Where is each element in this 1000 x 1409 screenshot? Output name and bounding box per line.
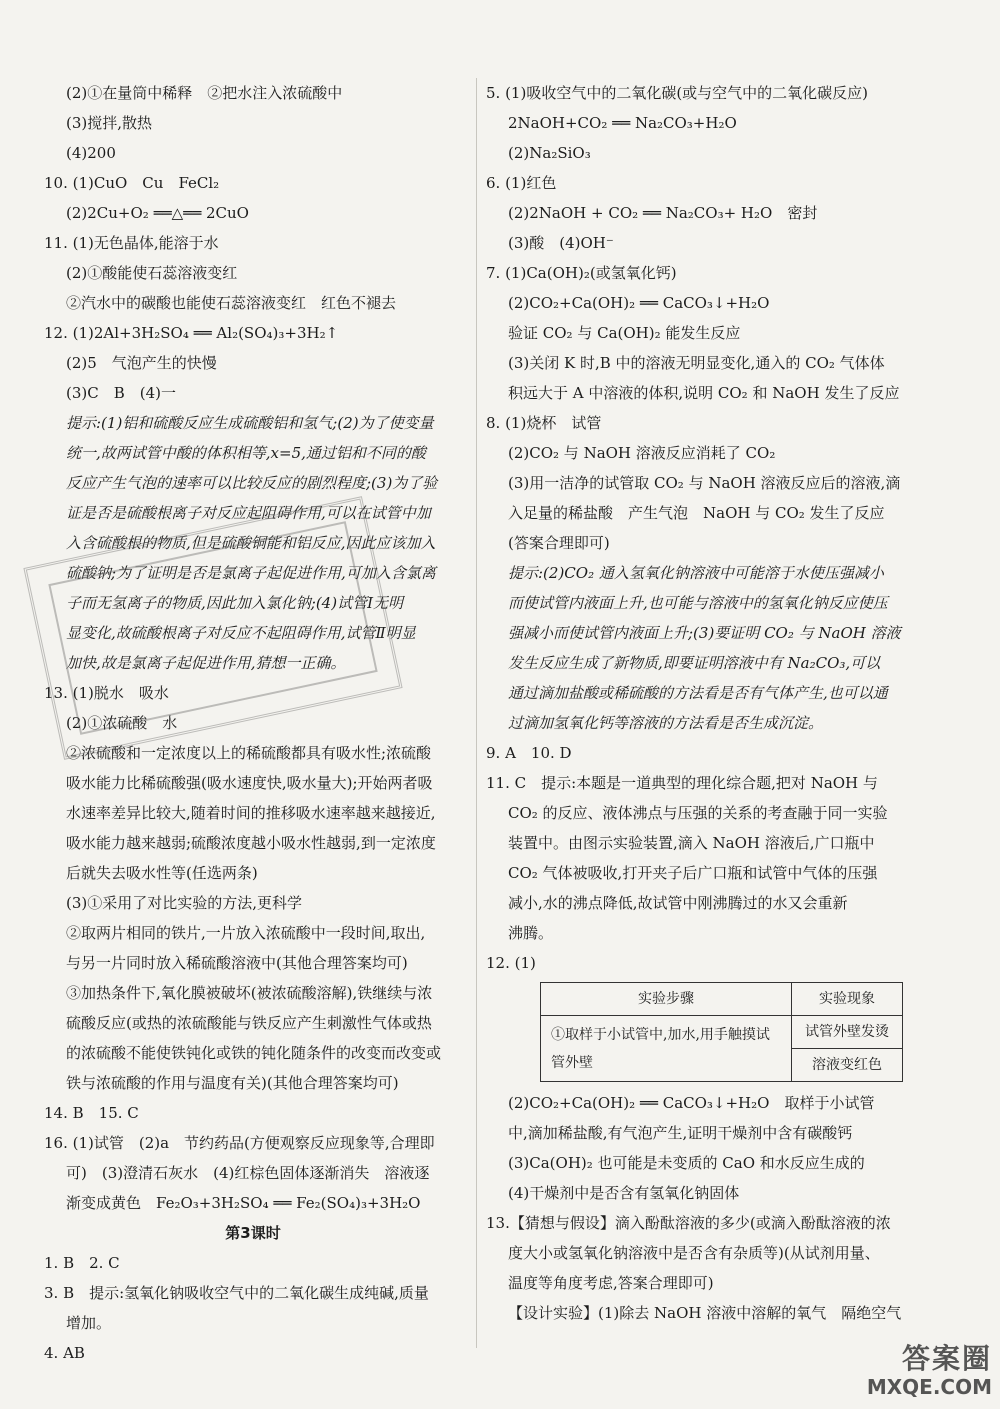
answer-line: 子而无氢离子的物质,因此加入氯化钠;(4)试管Ⅰ无明 xyxy=(66,594,403,612)
answer-line: 吸水能力越来越弱;硫酸浓度越小吸水性越弱,到一定浓度 xyxy=(66,834,436,852)
answer-line: 11. (1)无色晶体,能溶于水 xyxy=(44,234,219,252)
answer-line: 强减小而使试管内液面上升;(3)要证明 CO₂ 与 NaOH 溶液 xyxy=(508,624,901,642)
answer-line: 14. B 15. C xyxy=(44,1104,139,1122)
answer-line: 的浓硫酸不能使铁钝化或铁的钝化随条件的改变而改变或 xyxy=(66,1044,442,1062)
answer-line: 吸水能力比稀硫酸强(吸水速度快,吸水量大);开始两者吸 xyxy=(66,774,433,792)
answer-line: (3)用一洁净的试管取 CO₂ 与 NaOH 溶液反应后的溶液,滴 xyxy=(508,474,901,492)
watermark-url: MXQE.COM xyxy=(866,1375,992,1399)
answer-line: (3)关闭 K 时,B 中的溶液无明显变化,通入的 CO₂ 气体体 xyxy=(508,354,885,372)
answer-line: ②汽水中的碳酸也能使石蕊溶液变红 红色不褪去 xyxy=(66,294,397,312)
answer-line: 提示:(2)CO₂ 通入氢氧化钠溶液中可能溶于水使压强减小 xyxy=(508,564,884,582)
right-top-lines xyxy=(486,78,964,978)
table-row xyxy=(541,1016,903,1049)
answer-line: ③加热条件下,氧化膜被破坏(被浓硫酸溶解),铁继续与浓 xyxy=(66,984,433,1002)
answer-line: 温度等角度考虑,答案合理即可) xyxy=(508,1274,714,1292)
answer-line: 减小,水的沸点降低,故试管中刚沸腾过的水又会重新 xyxy=(508,894,848,912)
answer-line: (2)①浓硫酸 水 xyxy=(66,714,178,732)
site-watermark xyxy=(822,1340,992,1402)
answer-line: 入足量的稀盐酸 产生气泡 NaOH 与 CO₂ 发生了反应 xyxy=(508,504,885,522)
table-cell-observation: 试管外壁发烫 xyxy=(792,1016,903,1049)
answer-line: CO₂ 气体被吸收,打开夹子后广口瓶和试管中气体的压强 xyxy=(508,864,878,882)
answer-line: 中,滴加稀盐酸,有气泡产生,证明干燥剂中含有碳酸钙 xyxy=(508,1124,853,1142)
answer-line: 加快,故是氯离子起促进作用,猜想一正确。 xyxy=(66,654,346,672)
answer-line: 6. (1)红色 xyxy=(486,174,557,192)
answer-line: (2)Na₂SiO₃ xyxy=(508,144,591,162)
answer-line: (2)①在量筒中稀释 ②把水注入浓硫酸中 xyxy=(66,84,343,102)
answer-line: 通过滴加盐酸或稀硫酸的方法看是否有气体产生,也可以通 xyxy=(508,684,888,702)
answer-line: (2)5 气泡产生的快慢 xyxy=(66,354,217,372)
watermark-logo-text: 答案圈 xyxy=(901,1342,992,1375)
answer-line: 1. B 2. C xyxy=(44,1254,120,1272)
answer-line: (3)C B (4)一 xyxy=(66,384,176,402)
answer-line: 第3课时 xyxy=(225,1224,281,1242)
answer-line: 提示:(1)铝和硫酸反应生成硫酸铝和氢气;(2)为了使变量 xyxy=(66,414,434,432)
answer-line: (3)①采用了对比实验的方法,更科学 xyxy=(66,894,303,912)
column-divider xyxy=(476,78,477,1348)
table-header-step: 实验步骤 xyxy=(541,983,792,1016)
table-cell-observation: 溶液变红色 xyxy=(792,1049,903,1082)
answer-line: (2)2Cu+O₂ ══△══ 2CuO xyxy=(66,204,249,222)
answer-line: 与另一片同时放入稀硫酸溶液中(其他合理答案均可) xyxy=(66,954,408,972)
experiment-table xyxy=(540,982,903,1082)
answer-line: 9. A 10. D xyxy=(486,744,572,762)
answer-line: 硫酸钠;为了证明是否是氯离子起促进作用,可加入含氯离 xyxy=(66,564,436,582)
answer-line: (4)干燥剂中是否含有氢氧化钠固体 xyxy=(508,1184,740,1202)
answer-line: (2)CO₂ 与 NaOH 溶液反应消耗了 CO₂ xyxy=(508,444,776,462)
answer-line: (2)CO₂+Ca(OH)₂ ══ CaCO₃↓+H₂O 取样于小试管 xyxy=(508,1094,875,1112)
answer-line: ②浓硫酸和一定浓度以上的稀硫酸都具有吸水性;浓硫酸 xyxy=(66,744,432,762)
answer-line: 【设计实验】(1)除去 NaOH 溶液中溶解的氧气 隔绝空气 xyxy=(508,1304,902,1322)
answer-line: 积远大于 A 中溶液的体积,说明 CO₂ 和 NaOH 发生了反应 xyxy=(508,384,900,402)
answer-line: 水速率差异比较大,随着时间的推移吸水速率越来越接近, xyxy=(66,804,436,822)
answer-line: 4. AB xyxy=(44,1344,85,1362)
answer-line: ②取两片相同的铁片,一片放入浓硫酸中一段时间,取出, xyxy=(66,924,426,942)
answer-line: (2)CO₂+Ca(OH)₂ ══ CaCO₃↓+H₂O xyxy=(508,294,770,312)
answer-line: 5. (1)吸收空气中的二氧化碳(或与空气中的二氧化碳反应) xyxy=(486,84,869,102)
right-column xyxy=(486,78,964,1328)
answer-line: 过滴加氢氧化钙等溶液的方法看是否生成沉淀。 xyxy=(508,714,824,732)
answer-line: (3)Ca(OH)₂ 也可能是未变质的 CaO 和水反应生成的 xyxy=(508,1154,865,1172)
table-cell-step: ①取样于小试管中,加水,用手触摸试管外壁 xyxy=(541,1016,792,1082)
answer-line: 7. (1)Ca(OH)₂(或氢氧化钙) xyxy=(486,264,677,282)
answer-line: (3)酸 (4)OH⁻ xyxy=(508,234,614,252)
answer-line: 16. (1)试管 (2)a 节约药品(方便观察反应现象等,合理即 xyxy=(44,1134,435,1152)
answer-line: 而使试管内液面上升,也可能与溶液中的氢氧化钠反应使压 xyxy=(508,594,888,612)
answer-line: 入含硫酸根的物质,但是硫酸铜能和铝反应,因此应该加入 xyxy=(66,534,436,552)
answer-line: 渐变成黄色 Fe₂O₃+3H₂SO₄ ══ Fe₂(SO₄)₃+3H₂O xyxy=(66,1194,421,1212)
answer-line: 铁与浓硫酸的作用与温度有关)(其他合理答案均可) xyxy=(66,1074,399,1092)
table-header-row xyxy=(541,983,903,1016)
answer-line: 度大小或氢氧化钠溶液中是否含有杂质等)(从试剂用量、 xyxy=(508,1244,880,1262)
answer-line: 沸腾。 xyxy=(508,924,554,942)
answer-line: 显变化,故硫酸根离子对反应不起阻碍作用,试管Ⅱ明显 xyxy=(66,624,416,642)
answer-line: (答案合理即可) xyxy=(508,534,610,552)
answer-line: 12. (1)2Al+3H₂SO₄ ══ Al₂(SO₄)₃+3H₂↑ xyxy=(44,324,339,342)
answer-line: (3)搅拌,散热 xyxy=(66,114,153,132)
answer-line: 11. C 提示:本题是一道典型的理化综合题,把对 NaOH 与 xyxy=(486,774,878,792)
answer-line: 2NaOH+CO₂ ══ Na₂CO₃+H₂O xyxy=(508,114,737,132)
answer-line: 反应产生气泡的速率可以比较反应的剧烈程度;(3)为了验 xyxy=(66,474,438,492)
answer-line: 装置中。由图示实验装置,滴入 NaOH 溶液后,广口瓶中 xyxy=(508,834,875,852)
answer-line: 8. (1)烧杯 试管 xyxy=(486,414,602,432)
answer-line: 统一,故两试管中酸的体积相等,x=5,通过铝和不同的酸 xyxy=(66,444,426,462)
answer-line: 硫酸反应(或热的浓硫酸能与铁反应产生刺激性气体或热 xyxy=(66,1014,432,1032)
answer-line: CO₂ 的反应、液体沸点与压强的关系的考查融于同一实验 xyxy=(508,804,888,822)
answer-line: 可) (3)澄清石灰水 (4)红棕色固体逐渐消失 溶液逐 xyxy=(66,1164,430,1182)
answer-line: 发生反应生成了新物质,即要证明溶液中有 Na₂CO₃,可以 xyxy=(508,654,881,672)
table-header-observation: 实验现象 xyxy=(792,983,903,1016)
answer-line: (2)①酸能使石蕊溶液变红 xyxy=(66,264,238,282)
answer-line: 验证 CO₂ 与 Ca(OH)₂ 能发生反应 xyxy=(508,324,741,342)
answer-line: (4)200 xyxy=(66,144,116,162)
answer-line: 13. (1)脱水 吸水 xyxy=(44,684,169,702)
answer-line: 10. (1)CuO Cu FeCl₂ xyxy=(44,174,220,192)
answer-line: 3. B 提示:氢氧化钠吸收空气中的二氧化碳生成纯碱,质量 xyxy=(44,1284,429,1302)
answer-line: 12. (1) xyxy=(486,954,536,972)
answer-line: 增加。 xyxy=(66,1314,112,1332)
answer-line: 证是否是硫酸根离子对反应起阻碍作用,可以在试管中加 xyxy=(66,504,431,522)
answer-line: 后就失去吸水性等(任选两条) xyxy=(66,864,258,882)
answer-line: 13.【猜想与假设】滴入酚酞溶液的多少(或滴入酚酞溶液的浓 xyxy=(486,1214,891,1232)
answer-line: (2)2NaOH + CO₂ ══ Na₂CO₃+ H₂O 密封 xyxy=(508,204,818,222)
right-bottom-lines xyxy=(486,1088,964,1328)
